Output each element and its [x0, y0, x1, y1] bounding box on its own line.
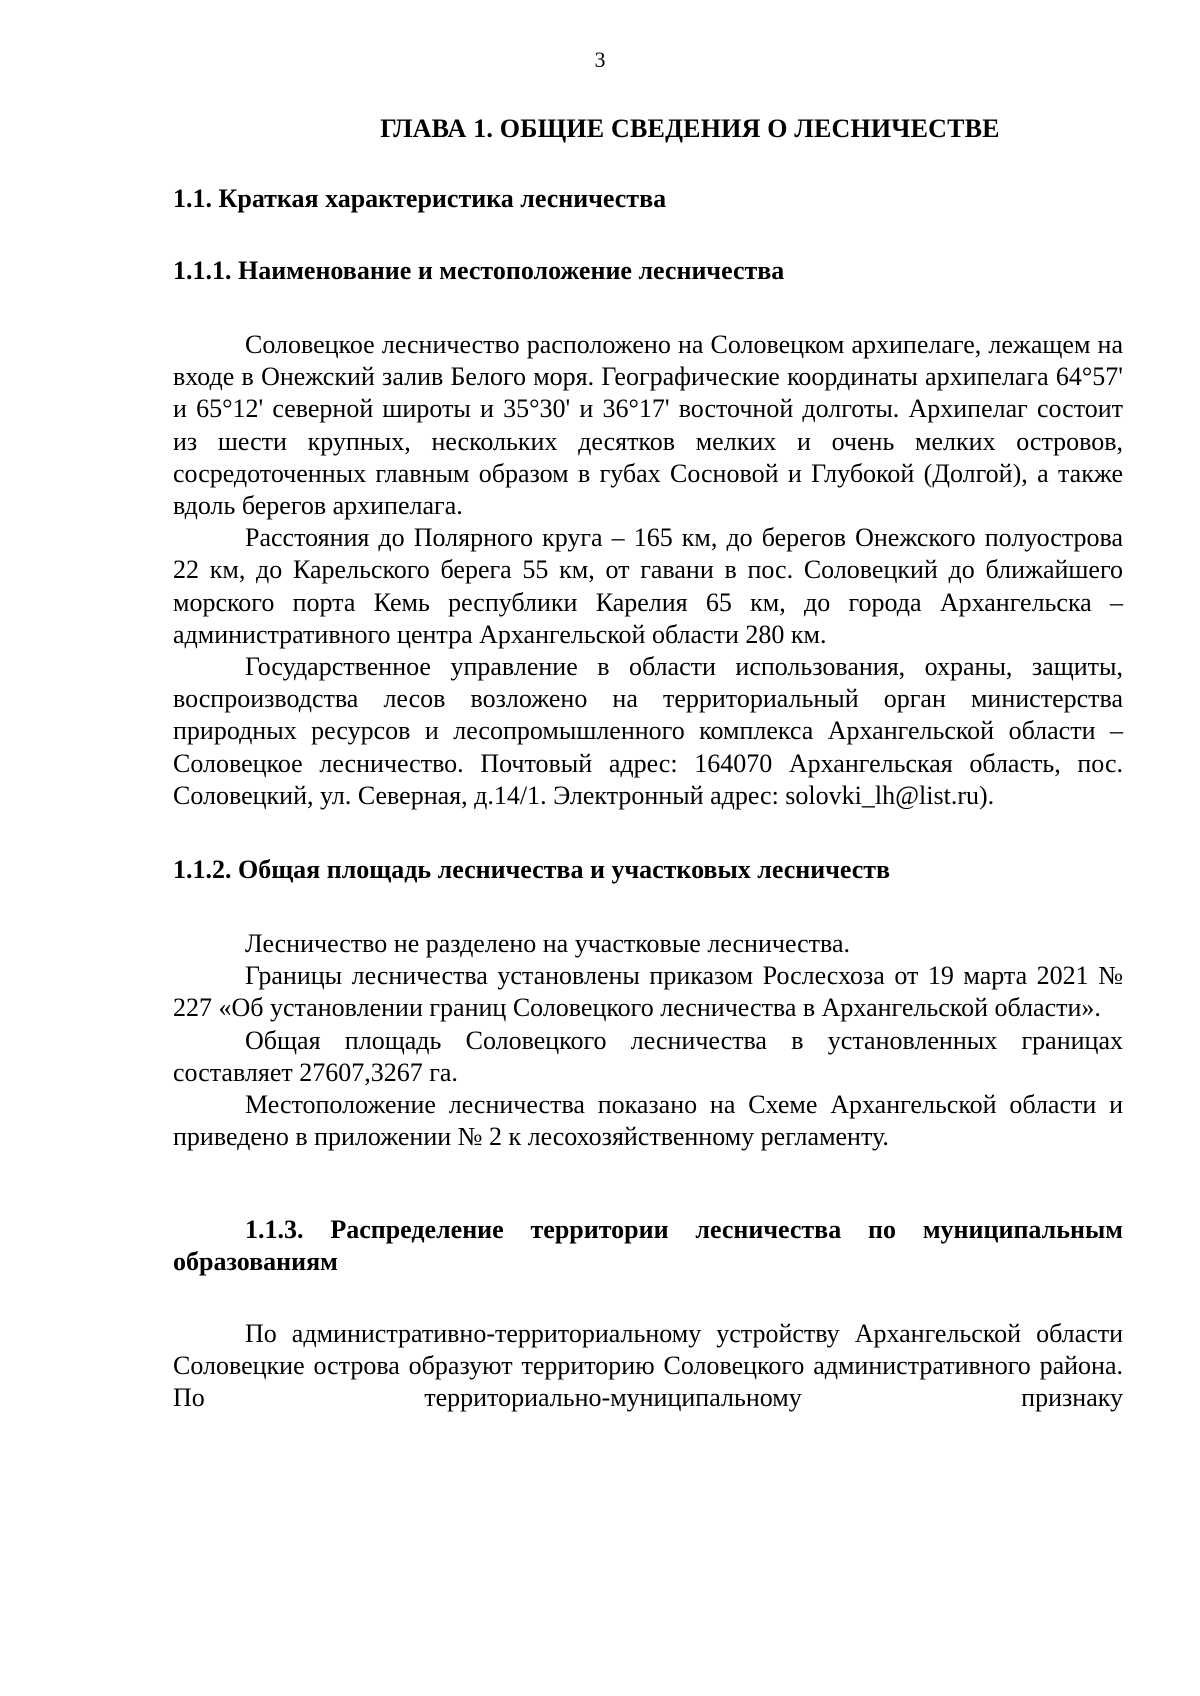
section-heading-1-1-2: 1.1.2. Общая площадь лесничества и участковых лесничеств — [173, 855, 891, 884]
paragraph: Соловецкое лесничество расположено на Соловецком архипелаге, лежащем на входе в Онежский залив Белого моря. Географические координаты архипелага 64°57' и 65°12' северной широты и 35°30' и 36°17' восточной долготы. Архипелаг состоит из шести крупных, нескольких десятков мелких и очень мелких островов, сосредоточенных главным образом в губах Сосновой и Глубокой (Долгой), а также вдоль берегов архипелага. — [173, 330, 1123, 521]
section-1-1-1-body — [173, 329, 1123, 812]
section-1-1-2-body — [173, 928, 1123, 1153]
page-number: 3 — [594, 47, 606, 72]
section-heading-1-1-1: 1.1.1. Наименование и местоположение лесничества — [173, 256, 785, 285]
section-1-1-3-body — [173, 1318, 1123, 1415]
paragraph: Государственное управление в области использования, охраны, защиты, воспроизводства лесов возложено на территориальный орган министерства природных ресурсов и лесопромышленного комплекса Архангельской области – Соловецкое лесничество. Почтовый адрес: 164070 Архангельская область, пос. Соловецкий, ул. Северная, д.14/1. Электронный адрес: solovki_lh@list.ru). — [173, 652, 1123, 810]
chapter-title: ГЛАВА 1. ОБЩИЕ СВЕДЕНИЯ О ЛЕСНИЧЕСТВЕ — [380, 114, 1000, 143]
section-heading-1-1-3: 1.1.3. Распределение территории лесничества по муниципальным образованиям — [173, 1215, 1123, 1276]
paragraph: Расстояния до Полярного круга – 165 км, до берегов Онежского полуострова 22 км, до Карельского берега 55 км, от гавани в пос. Соловецкий до ближайшего морского порта Кемь республики Карелия 65 км, до города Архангельска – административного центра Архангельской области 280 км. — [173, 523, 1123, 649]
paragraph: Местоположение лесничества показано на Схеме Архангельской области и приведено в приложении № 2 к лесохозяйственному регламенту. — [173, 1090, 1123, 1152]
section-heading-1-1: 1.1. Краткая характеристика лесничества — [173, 184, 667, 213]
paragraph: Границы лесничества установлены приказом Рослесхоза от 19 марта 2021 № 227 «Об установлении границ Соловецкого лесничества в Архангельской области». — [173, 961, 1123, 1023]
paragraph: Общая площадь Соловецкого лесничества в установленных границах составляет 27607,3267 га. — [173, 1025, 1123, 1087]
paragraph: Лесничество не разделено на участковые лесничества. — [245, 929, 851, 958]
paragraph: По административно-территориальному устройству Архангельской области Соловецкие острова образуют территорию Соловецкого административного района. По территориально-муниципальному признаку — [173, 1319, 1123, 1413]
